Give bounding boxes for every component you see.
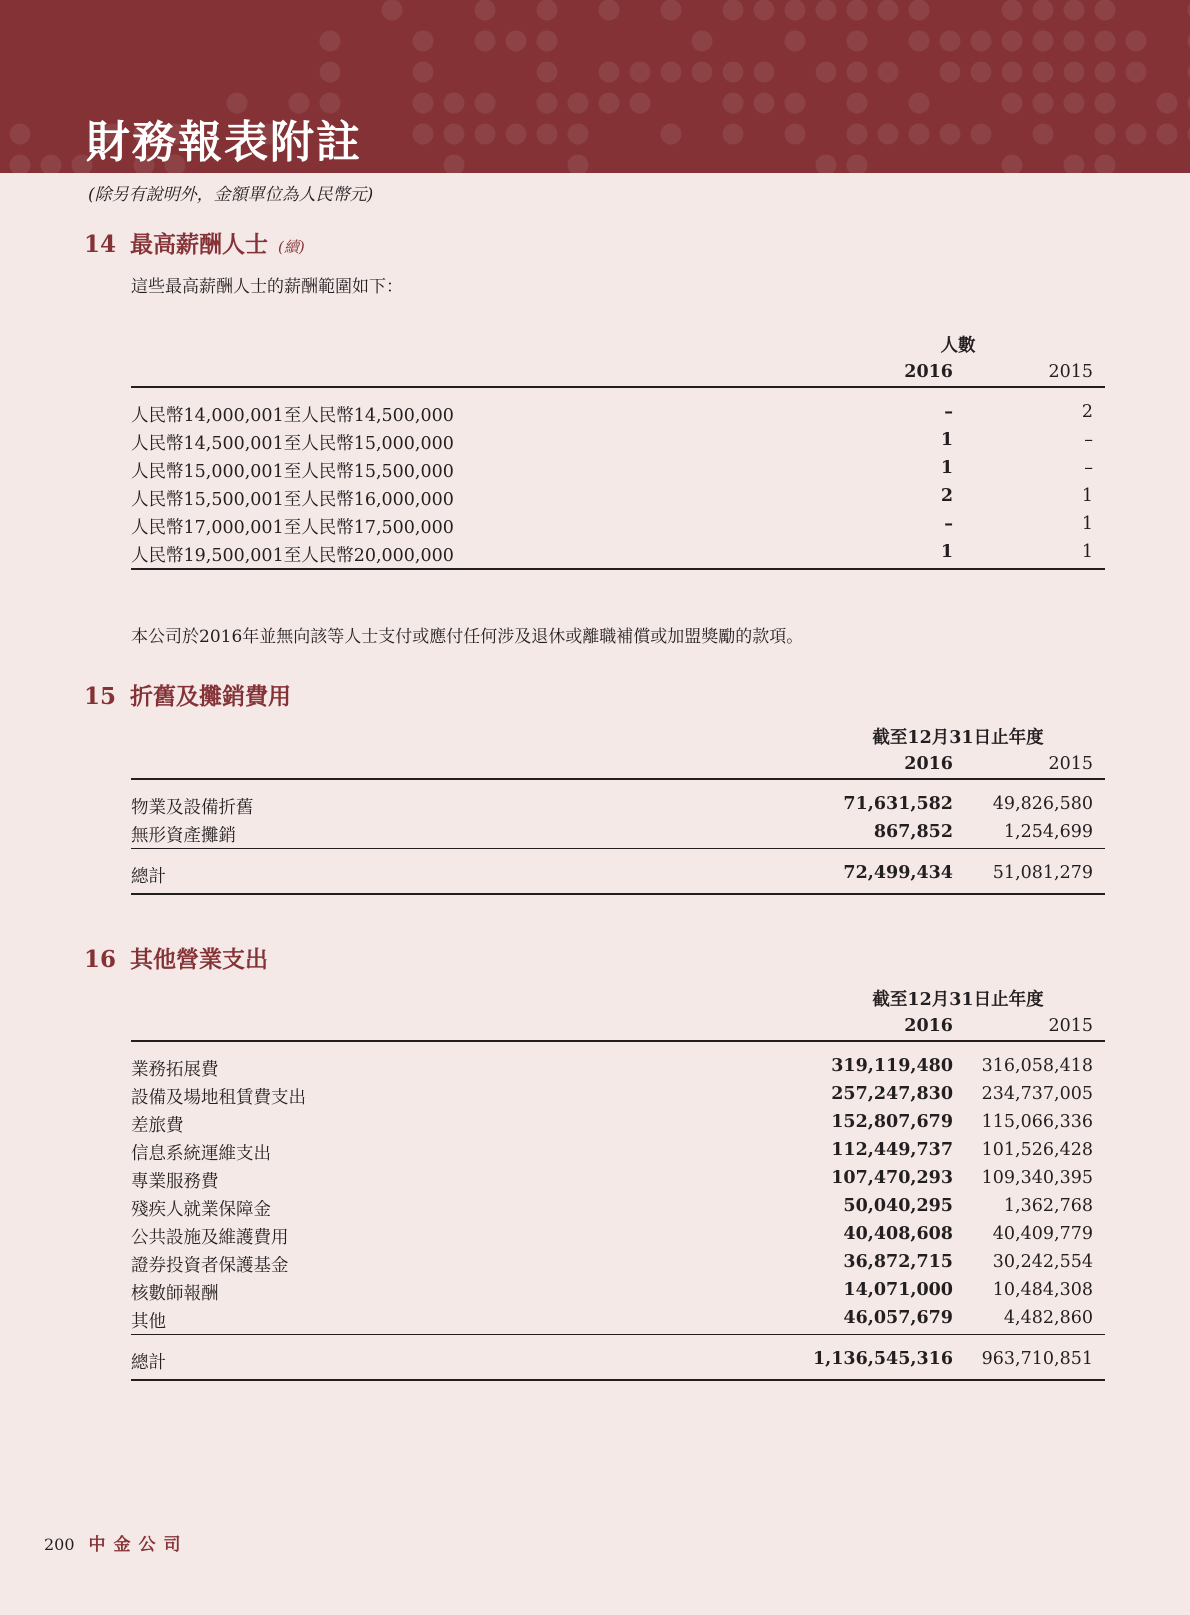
row-label: 人民幣15,000,001至人民幣15,500,000 [131,462,454,482]
total-row [131,1347,1105,1375]
note14-continued: (續) [278,238,305,256]
group-header: 人數 [940,336,976,356]
table-row [131,540,1105,568]
value-2016: – [944,402,953,422]
total-label: 總計 [131,867,166,887]
row-label: 人民幣17,000,001至人民幣17,500,000 [131,518,454,538]
year-2015-header: 2015 [1048,754,1093,774]
value-2016: 2 [940,486,953,506]
note15-number: 15 [84,683,117,710]
row-label: 信息系統運維支出 [131,1144,271,1164]
value-2015: 40,409,779 [992,1224,1093,1244]
table-row [131,1278,1105,1306]
row-label: 業務拓展費 [131,1060,219,1080]
row-label: 專業服務費 [131,1172,219,1192]
note16-table [131,984,1105,1381]
row-label: 證券投資者保護基金 [131,1256,289,1276]
header-banner [0,0,1190,173]
row-label: 公共設施及維護費用 [131,1228,289,1248]
table-row [131,512,1105,540]
note14-intro: 這些最高薪酬人士的薪酬範圍如下： [131,277,403,297]
year-2015-header: 2015 [1048,1016,1093,1036]
table-header [131,722,1105,780]
value-2015: 2 [1081,402,1093,422]
table-body [131,1042,1105,1335]
table-row [131,1222,1105,1250]
table-row [131,792,1105,820]
table-row [131,484,1105,512]
value-2016: 1 [940,542,953,562]
value-2015: 10,484,308 [992,1280,1093,1300]
row-label: 人民幣15,500,001至人民幣16,000,000 [131,490,454,510]
value-2016: 1 [940,458,953,478]
row-label: 物業及設備折舊 [131,798,254,818]
value-2015: – [1084,430,1093,450]
total-2016: 72,499,434 [843,863,953,883]
value-2015: 1 [1081,486,1093,506]
value-2015: 4,482,860 [1003,1308,1093,1328]
value-2015: 101,526,428 [981,1140,1093,1160]
year-2016-header: 2016 [904,1016,953,1036]
value-2016: 14,071,000 [843,1280,953,1300]
page-footer [44,1530,189,1555]
value-2016: 257,247,830 [831,1084,953,1104]
value-2015: 30,242,554 [992,1252,1093,1272]
note14-table [131,330,1105,570]
note15-table [131,722,1105,895]
value-2016: 152,807,679 [831,1112,953,1132]
value-2016: 46,057,679 [843,1308,953,1328]
value-2015: 316,058,418 [981,1056,1093,1076]
value-2016: 50,040,295 [843,1196,953,1216]
note16-title: 其他營業支出 [130,946,268,973]
group-header: 截至12月31日止年度 [872,728,1044,748]
total-section [131,1335,1105,1381]
row-label: 人民幣14,500,001至人民幣15,000,000 [131,434,454,454]
table-row [131,1110,1105,1138]
value-2015: 109,340,395 [981,1168,1093,1188]
table-header [131,330,1105,388]
total-2015: 51,081,279 [992,863,1093,883]
year-2016-header: 2016 [904,362,953,382]
table-row [131,1194,1105,1222]
value-2015: 1 [1081,542,1093,562]
currency-note: (除另有說明外，金額單位為人民幣元) [88,185,374,205]
value-2015: – [1084,458,1093,478]
total-2016: 1,136,545,316 [812,1349,953,1369]
total-2015: 963,710,851 [981,1349,1093,1369]
value-2016: 36,872,715 [843,1252,953,1272]
year-2015-header: 2015 [1048,362,1093,382]
value-2015: 1,254,699 [1003,822,1093,842]
table-row [131,1054,1105,1082]
row-label: 核數師報酬 [131,1284,219,1304]
row-label: 差旅費 [131,1116,184,1136]
total-label: 總計 [131,1353,166,1373]
table-row [131,820,1105,848]
value-2016: 112,449,737 [831,1140,953,1160]
value-2016: 867,852 [873,822,953,842]
value-2015: 49,826,580 [992,794,1093,814]
note14-title: 最高薪酬人士 [130,231,268,258]
note14-heading [84,226,305,259]
table-row [131,1250,1105,1278]
year-2016-header: 2016 [904,754,953,774]
value-2016: 40,408,608 [843,1224,953,1244]
page-number: 200 [44,1535,75,1554]
value-2016: 319,119,480 [831,1056,953,1076]
table-body [131,388,1105,570]
note15-title: 折舊及攤銷費用 [130,683,291,710]
table-row [131,1138,1105,1166]
total-row [131,861,1105,889]
value-2016: – [944,514,953,534]
table-row [131,1306,1105,1334]
page-title: 財務報表附註 [86,117,362,168]
row-label: 人民幣14,000,001至人民幣14,500,000 [131,406,454,426]
total-section [131,849,1105,895]
value-2016: 107,470,293 [831,1168,953,1188]
table-row [131,1082,1105,1110]
value-2015: 1,362,768 [1003,1196,1093,1216]
table-body [131,780,1105,849]
value-2016: 71,631,582 [843,794,953,814]
note16-number: 16 [84,946,117,973]
note15-heading [84,678,291,711]
table-header [131,984,1105,1042]
note16-heading [84,941,268,974]
value-2015: 1 [1081,514,1093,534]
row-label: 設備及場地租賃費支出 [131,1088,306,1108]
company-name: 中金公司 [88,1535,189,1555]
row-label: 無形資產攤銷 [131,826,236,846]
value-2015: 234,737,005 [981,1084,1093,1104]
row-label: 殘疾人就業保障金 [131,1200,271,1220]
note14-number: 14 [84,231,117,258]
table-row [131,1166,1105,1194]
row-label: 人民幣19,500,001至人民幣20,000,000 [131,546,454,566]
value-2016: 1 [940,430,953,450]
group-header: 截至12月31日止年度 [872,990,1044,1010]
note14-footnote: 本公司於2016年並無向該等人士支付或應付任何涉及退休或離職補償或加盟獎勵的款項。 [131,627,804,647]
row-label: 其他 [131,1312,166,1332]
value-2015: 115,066,336 [981,1112,1093,1132]
table-row [131,400,1105,428]
table-row [131,428,1105,456]
table-row [131,456,1105,484]
